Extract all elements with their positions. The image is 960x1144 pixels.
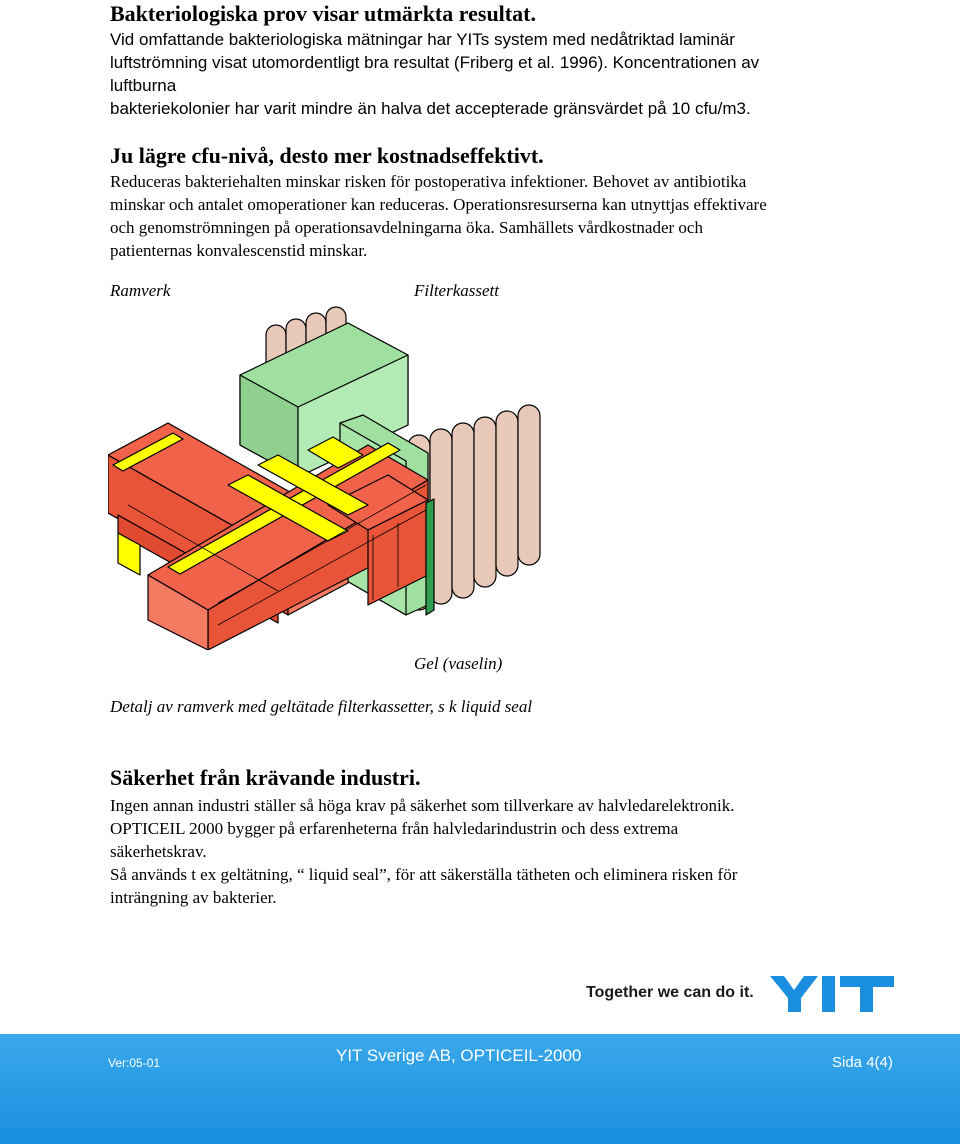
footer-bar <box>0 1034 960 1144</box>
paragraph-line: Reduceras bakteriehalten minskar risken för postoperativa infektioner. Behovet av antibiotika <box>110 172 747 191</box>
paragraph-line: inträngning av bakterier. <box>110 888 277 907</box>
footer-page-number: Sida 4(4) <box>832 1054 893 1071</box>
label-frame: Ramverk <box>110 281 171 300</box>
paragraph-line: Så används t ex geltätning, “ liquid seal”, för att säkerställa tätheten och eliminera risken för <box>110 865 738 884</box>
section-heading: Säkerhet från krävande industri. <box>110 765 421 790</box>
footer-title: YIT Sverige AB, OPTICEIL-2000 <box>336 1046 582 1065</box>
section-safety <box>110 766 850 909</box>
yit-logo <box>770 976 894 1012</box>
seal-strip <box>426 499 434 615</box>
section-cost <box>110 144 830 262</box>
label-gel: Gel (vaselin) <box>414 654 503 673</box>
frame-illustration <box>108 305 548 650</box>
paragraph-line: patienternas konvalescenstid minskar. <box>110 241 368 260</box>
paragraph-line: luftströmning visat utomordentligt bra resultat (Friberg et al. 1996). Koncentrationen av luftburna <box>110 53 760 95</box>
figure-caption: Detalj av ramverk med geltätade filterkassetter, s k liquid seal <box>110 697 533 716</box>
paragraph-line: bakteriekolonier har varit mindre än halva det accepterade gränsvärdet på 10 cfu/m3. <box>110 99 751 118</box>
paragraph-line: Ingen annan industri ställer så höga krav på säkerhet som tillverkare av halvledarelektronik. <box>110 796 735 815</box>
brand-slogan: Together we can do it. <box>586 984 754 1001</box>
footer-version: Ver:05-01 <box>108 1056 161 1070</box>
paragraph-line: säkerhetskrav. <box>110 842 207 861</box>
paragraph-line: och genomströmningen på operationsavdelningarna öka. Samhällets vårdkostnader och <box>110 218 703 237</box>
label-filter: Filterkassett <box>414 281 499 300</box>
section-heading: Ju lägre cfu-nivå, desto mer kostnadseffektivt. <box>110 143 544 168</box>
section-results <box>110 2 830 120</box>
section-heading: Bakteriologiska prov visar utmärkta resultat. <box>110 1 536 26</box>
paragraph-line: Vid omfattande bakteriologiska mätningar har YITs system med nedåtriktad laminär <box>110 30 735 49</box>
paragraph-line: minskar och antalet omoperationer kan reduceras. Operationsresurserna kan utnyttjas effektivare <box>110 195 767 214</box>
paragraph-line: OPTICEIL 2000 bygger på erfarenheterna från halvledarindustrin och dess extrema <box>110 819 679 838</box>
